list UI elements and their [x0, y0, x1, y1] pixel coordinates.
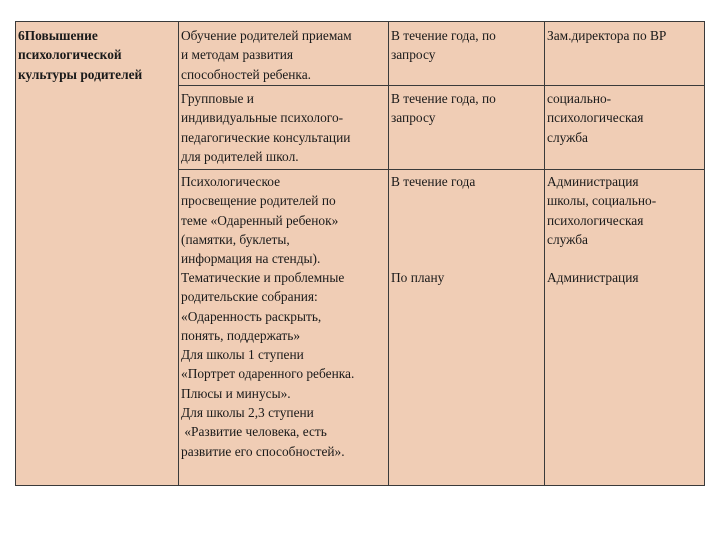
timing-line: запросу: [391, 110, 436, 126]
timing-line: В течение года, по: [391, 28, 496, 43]
column-divider: [388, 22, 389, 485]
activity-line: Тематические и проблемные: [181, 270, 345, 285]
activity-line: «Развитие человека, есть: [181, 424, 327, 440]
activity-line: и методам развития: [181, 47, 294, 63]
activity-line: Групповые и: [181, 91, 254, 106]
table: [15, 21, 705, 486]
responsible-line: служба: [547, 129, 588, 145]
activity-line: педагогические консультации: [181, 129, 351, 145]
activity-line: «Портрет одаренного ребенка.: [181, 366, 355, 382]
timing-line: В течение года: [391, 174, 476, 189]
activity-line: информация на стенды).: [181, 251, 321, 267]
activity-line: Для школы 1 ступени: [181, 347, 304, 363]
activity-line: (памятки, буклеты,: [181, 231, 290, 247]
timing-cell: [391, 89, 496, 128]
responsible-cell: [547, 26, 666, 45]
activity-cell: [181, 268, 354, 461]
responsible-line: школы, социально-: [547, 193, 657, 209]
activity-line: способностей ребенка.: [181, 66, 312, 82]
row-divider: [178, 169, 704, 170]
timing-line: В течение года, по: [391, 91, 496, 106]
activity-line: Плюсы и минусы».: [181, 385, 291, 401]
section-title-line: психологической: [18, 47, 122, 63]
timing-line: По плану: [391, 270, 445, 285]
timing-cell: [391, 172, 475, 191]
activity-line: «Одаренность раскрыть,: [181, 308, 322, 324]
activity-line: Для школы 2,3 ступени: [181, 405, 314, 421]
responsible-line: психологическая: [547, 110, 644, 126]
activity-cell: [181, 26, 352, 84]
activity-line: индивидуальные психолого-: [181, 110, 344, 126]
activity-cell: [181, 89, 350, 166]
timing-cell: [391, 26, 496, 65]
column-divider: [544, 22, 545, 485]
section-title: [18, 26, 142, 84]
responsible-line: социально-: [547, 91, 612, 106]
activity-line: для родителей школ.: [181, 148, 299, 164]
activity-cell: [181, 172, 338, 268]
section-title-line: 6Повышение: [18, 28, 98, 43]
activity-line: развитие его способностей».: [181, 443, 345, 459]
activity-line: просвещение родителей по: [181, 193, 336, 209]
activity-line: Психологическое: [181, 174, 281, 189]
responsible-cell: [547, 172, 656, 249]
responsible-cell: [547, 268, 639, 287]
responsible-line: психологическая: [547, 212, 644, 228]
responsible-line: Администрация: [547, 174, 639, 189]
responsible-line: Зам.директора по ВР: [547, 28, 667, 43]
timing-cell: [391, 268, 444, 287]
activity-line: понять, поддержать»: [181, 327, 301, 343]
section-title-line: культуры родителей: [18, 66, 143, 82]
timing-line: запросу: [391, 47, 436, 63]
responsible-line: служба: [547, 231, 588, 247]
row-divider: [178, 85, 704, 86]
column-divider: [178, 22, 179, 485]
activity-line: родительские собрания:: [181, 289, 318, 305]
activity-line: теме «Одаренный ребенок»: [181, 212, 339, 228]
responsible-cell: [547, 89, 643, 147]
responsible-line: Администрация: [547, 270, 639, 285]
activity-line: Обучение родителей приемам: [181, 28, 352, 43]
